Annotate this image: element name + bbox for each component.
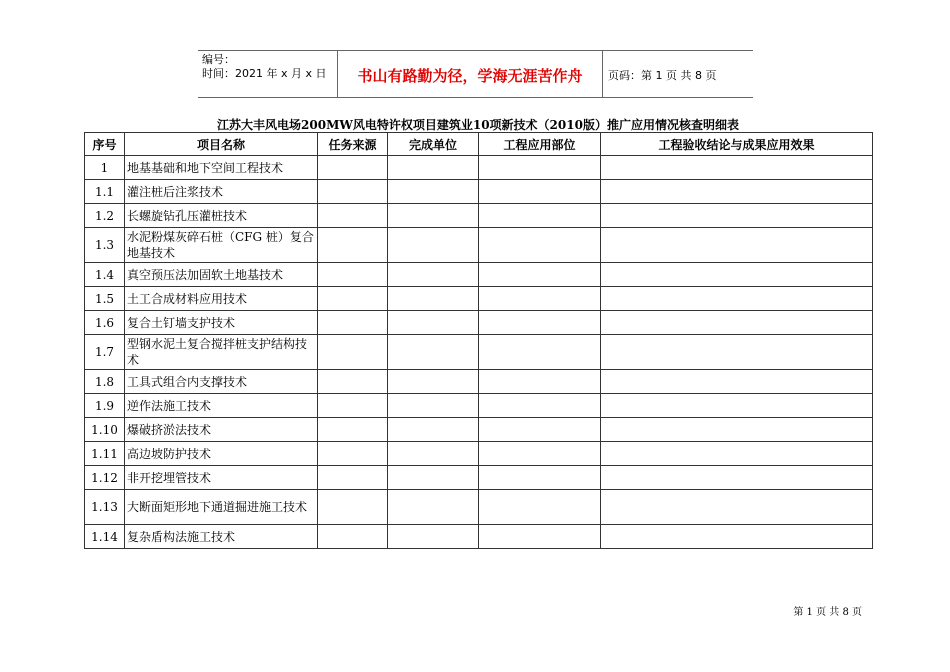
item-name: 土工合成材料应用技术: [125, 287, 318, 311]
completion-unit-cell: [388, 180, 479, 204]
table-row: [85, 263, 873, 287]
task-source-cell: [318, 490, 388, 525]
task-source-cell: [318, 287, 388, 311]
table-row: [85, 525, 873, 549]
acceptance-result-cell: [601, 370, 873, 394]
application-part-cell: [479, 156, 601, 180]
application-part-cell: [479, 370, 601, 394]
completion-unit-cell: [388, 525, 479, 549]
acceptance-result-cell: [601, 525, 873, 549]
completion-unit-cell: [388, 490, 479, 525]
table-row: [85, 442, 873, 466]
completion-unit-cell: [388, 466, 479, 490]
inspection-table: [84, 132, 873, 549]
acceptance-result-cell: [601, 442, 873, 466]
item-name: 爆破挤淤法技术: [125, 418, 318, 442]
header-divider: [602, 51, 603, 97]
table-row: [85, 287, 873, 311]
row-number: 1.4: [85, 263, 125, 287]
row-number: 1.8: [85, 370, 125, 394]
acceptance-result-cell: [601, 263, 873, 287]
acceptance-result-cell: [601, 418, 873, 442]
time-label: 时间：2021 年 x 月 x 日: [202, 67, 327, 80]
item-name: 工具式组合内支撑技术: [125, 370, 318, 394]
table-header-row: [85, 133, 873, 156]
item-name: 逆作法施工技术: [125, 394, 318, 418]
row-number: 1.11: [85, 442, 125, 466]
column-header: 序号: [85, 133, 125, 156]
row-number: 1.9: [85, 394, 125, 418]
table-row: [85, 335, 873, 370]
table-row: [85, 204, 873, 228]
acceptance-result-cell: [601, 287, 873, 311]
item-name: 真空预压法加固软土地基技术: [125, 263, 318, 287]
column-header: 完成单位: [388, 133, 479, 156]
page-footer: 第 1 页 共 8 页: [793, 607, 862, 618]
row-number: 1.1: [85, 180, 125, 204]
application-part-cell: [479, 311, 601, 335]
table-row: [85, 228, 873, 263]
task-source-cell: [318, 263, 388, 287]
application-part-cell: [479, 394, 601, 418]
item-name: 地基基础和地下空间工程技术: [125, 156, 318, 180]
application-part-cell: [479, 287, 601, 311]
completion-unit-cell: [388, 370, 479, 394]
table-row: [85, 156, 873, 180]
column-header: 任务来源: [318, 133, 388, 156]
task-source-cell: [318, 418, 388, 442]
table-row: [85, 311, 873, 335]
document-title: 江苏大丰风电场200MW风电特许权项目建筑业10项新技术（2010版）推广应用情况核查明细表: [217, 118, 739, 132]
task-source-cell: [318, 335, 388, 370]
task-source-cell: [318, 442, 388, 466]
number-label: 编号：: [202, 53, 235, 66]
column-header: 项目名称: [125, 133, 318, 156]
task-source-cell: [318, 228, 388, 263]
row-number: 1.5: [85, 287, 125, 311]
acceptance-result-cell: [601, 156, 873, 180]
item-name: 非开挖埋管技术: [125, 466, 318, 490]
item-name: 水泥粉煤灰碎石桩（CFG 桩）复合地基技术: [125, 228, 318, 263]
acceptance-result-cell: [601, 466, 873, 490]
completion-unit-cell: [388, 287, 479, 311]
row-number: 1.6: [85, 311, 125, 335]
completion-unit-cell: [388, 335, 479, 370]
application-part-cell: [479, 442, 601, 466]
application-part-cell: [479, 490, 601, 525]
header-meta: [202, 53, 327, 81]
application-part-cell: [479, 418, 601, 442]
application-part-cell: [479, 263, 601, 287]
completion-unit-cell: [388, 418, 479, 442]
task-source-cell: [318, 156, 388, 180]
acceptance-result-cell: [601, 335, 873, 370]
item-name: 复杂盾构法施工技术: [125, 525, 318, 549]
task-source-cell: [318, 180, 388, 204]
completion-unit-cell: [388, 442, 479, 466]
acceptance-result-cell: [601, 311, 873, 335]
item-name: 高边坡防护技术: [125, 442, 318, 466]
task-source-cell: [318, 466, 388, 490]
table-row: [85, 370, 873, 394]
acceptance-result-cell: [601, 228, 873, 263]
acceptance-result-cell: [601, 180, 873, 204]
acceptance-result-cell: [601, 394, 873, 418]
item-name: 大断面矩形地下通道掘进施工技术: [125, 490, 318, 525]
table-row: [85, 490, 873, 525]
table-row: [85, 394, 873, 418]
task-source-cell: [318, 525, 388, 549]
table-row: [85, 180, 873, 204]
item-name: 长螺旋钻孔压灌桩技术: [125, 204, 318, 228]
item-name: 复合土钉墙支护技术: [125, 311, 318, 335]
column-header: 工程应用部位: [479, 133, 601, 156]
page-code: 页码：第 1 页 共 8 页: [608, 69, 717, 82]
application-part-cell: [479, 525, 601, 549]
completion-unit-cell: [388, 394, 479, 418]
task-source-cell: [318, 370, 388, 394]
item-name: 型钢水泥土复合搅拌桩支护结构技术: [125, 335, 318, 370]
header-slogan: 书山有路勤为径，学海无涯苦作舟: [357, 67, 583, 85]
task-source-cell: [318, 394, 388, 418]
row-number: 1: [85, 156, 125, 180]
table-row: [85, 418, 873, 442]
completion-unit-cell: [388, 228, 479, 263]
completion-unit-cell: [388, 263, 479, 287]
row-number: 1.2: [85, 204, 125, 228]
row-number: 1.3: [85, 228, 125, 263]
completion-unit-cell: [388, 156, 479, 180]
row-number: 1.7: [85, 335, 125, 370]
column-header: 工程验收结论与成果应用效果: [601, 133, 873, 156]
row-number: 1.13: [85, 490, 125, 525]
table-row: [85, 466, 873, 490]
task-source-cell: [318, 311, 388, 335]
acceptance-result-cell: [601, 204, 873, 228]
completion-unit-cell: [388, 204, 479, 228]
task-source-cell: [318, 204, 388, 228]
application-part-cell: [479, 204, 601, 228]
item-name: 灌注桩后注浆技术: [125, 180, 318, 204]
application-part-cell: [479, 180, 601, 204]
row-number: 1.10: [85, 418, 125, 442]
page-header: [198, 50, 753, 98]
row-number: 1.12: [85, 466, 125, 490]
row-number: 1.14: [85, 525, 125, 549]
completion-unit-cell: [388, 311, 479, 335]
application-part-cell: [479, 466, 601, 490]
application-part-cell: [479, 335, 601, 370]
acceptance-result-cell: [601, 490, 873, 525]
application-part-cell: [479, 228, 601, 263]
